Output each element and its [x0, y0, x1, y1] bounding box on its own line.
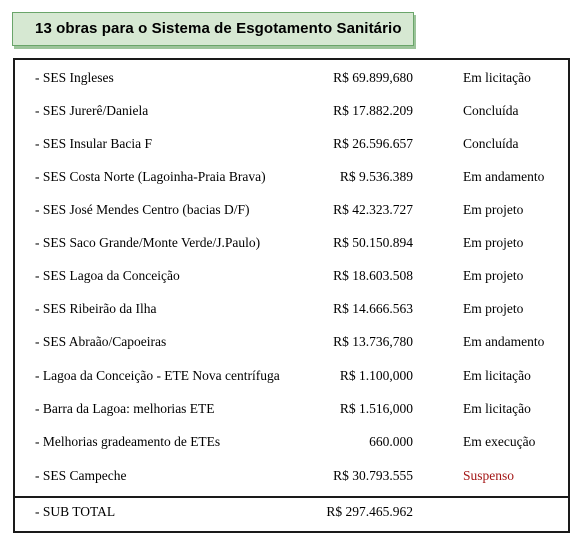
work-value: R$ 30.793.555 [333, 468, 413, 483]
subtotal-value: R$ 297.465.962 [326, 504, 413, 519]
table-row [15, 227, 568, 260]
subtotal-label: - SUB TOTAL [35, 504, 116, 519]
table-row [15, 460, 568, 493]
work-value: R$ 17.882.209 [333, 103, 413, 118]
table-row [15, 360, 568, 393]
work-value: R$ 13.736,780 [333, 334, 413, 349]
table-row [15, 95, 568, 128]
work-value: 660.000 [369, 434, 413, 449]
works-rows [15, 60, 568, 496]
work-status: Em projeto [463, 268, 524, 283]
work-status: Concluída [463, 136, 519, 151]
work-value: R$ 50.150.894 [333, 235, 413, 250]
table-row [15, 194, 568, 227]
title-banner [12, 12, 414, 46]
work-name: - SES Costa Norte (Lagoinha-Praia Brava) [35, 169, 266, 184]
work-name: - SES Ingleses [35, 70, 114, 85]
work-name: - SES Lagoa da Conceição [35, 268, 180, 283]
table-row [15, 62, 568, 95]
work-name: - SES Jurerê/Daniela [35, 103, 149, 118]
table-row [15, 326, 568, 359]
work-name: - SES Ribeirão da Ilha [35, 301, 157, 316]
table-row [15, 426, 568, 459]
work-status: Em andamento [463, 334, 545, 349]
work-name: - SES José Mendes Centro (bacias D/F) [35, 202, 250, 217]
work-value: R$ 9.536.389 [339, 169, 413, 184]
page-title: 13 obras para o Sistema de Esgotamento Sanitário [35, 20, 402, 37]
work-status: Em execução [463, 434, 536, 449]
work-status: Em andamento [463, 169, 545, 184]
table-row [15, 393, 568, 426]
work-value: R$ 26.596.657 [333, 136, 413, 151]
work-name: - SES Campeche [35, 468, 127, 483]
work-name: - SES Saco Grande/Monte Verde/J.Paulo) [35, 235, 261, 250]
work-name: - Barra da Lagoa: melhorias ETE [35, 401, 215, 416]
work-value: R$ 18.603.508 [333, 268, 413, 283]
work-status: Em licitação [463, 368, 531, 383]
work-status: Em projeto [463, 202, 524, 217]
work-name: - Melhorias gradeamento de ETEs [35, 434, 221, 449]
work-status: Em licitação [463, 70, 531, 85]
table-row [15, 293, 568, 326]
table-row [15, 260, 568, 293]
work-status: Concluída [463, 103, 519, 118]
work-value: R$ 42.323.727 [333, 202, 413, 217]
work-status: Em projeto [463, 235, 524, 250]
works-table [13, 58, 570, 533]
work-name: - SES Insular Bacia F [35, 136, 152, 151]
work-value: R$ 14.666.563 [333, 301, 413, 316]
subtotal-row [15, 498, 568, 531]
work-value: R$ 1.516,000 [339, 401, 413, 416]
work-name: - Lagoa da Conceição - ETE Nova centrífuga [35, 368, 280, 383]
work-value: R$ 1.100,000 [339, 368, 413, 383]
work-status: Em licitação [463, 401, 531, 416]
work-name: - SES Abraão/Capoeiras [35, 334, 167, 349]
work-status-suspended: Suspenso [463, 468, 515, 483]
work-value: R$ 69.899,680 [333, 70, 413, 85]
work-status: Em projeto [463, 301, 524, 316]
table-row [15, 128, 568, 161]
table-row [15, 161, 568, 194]
